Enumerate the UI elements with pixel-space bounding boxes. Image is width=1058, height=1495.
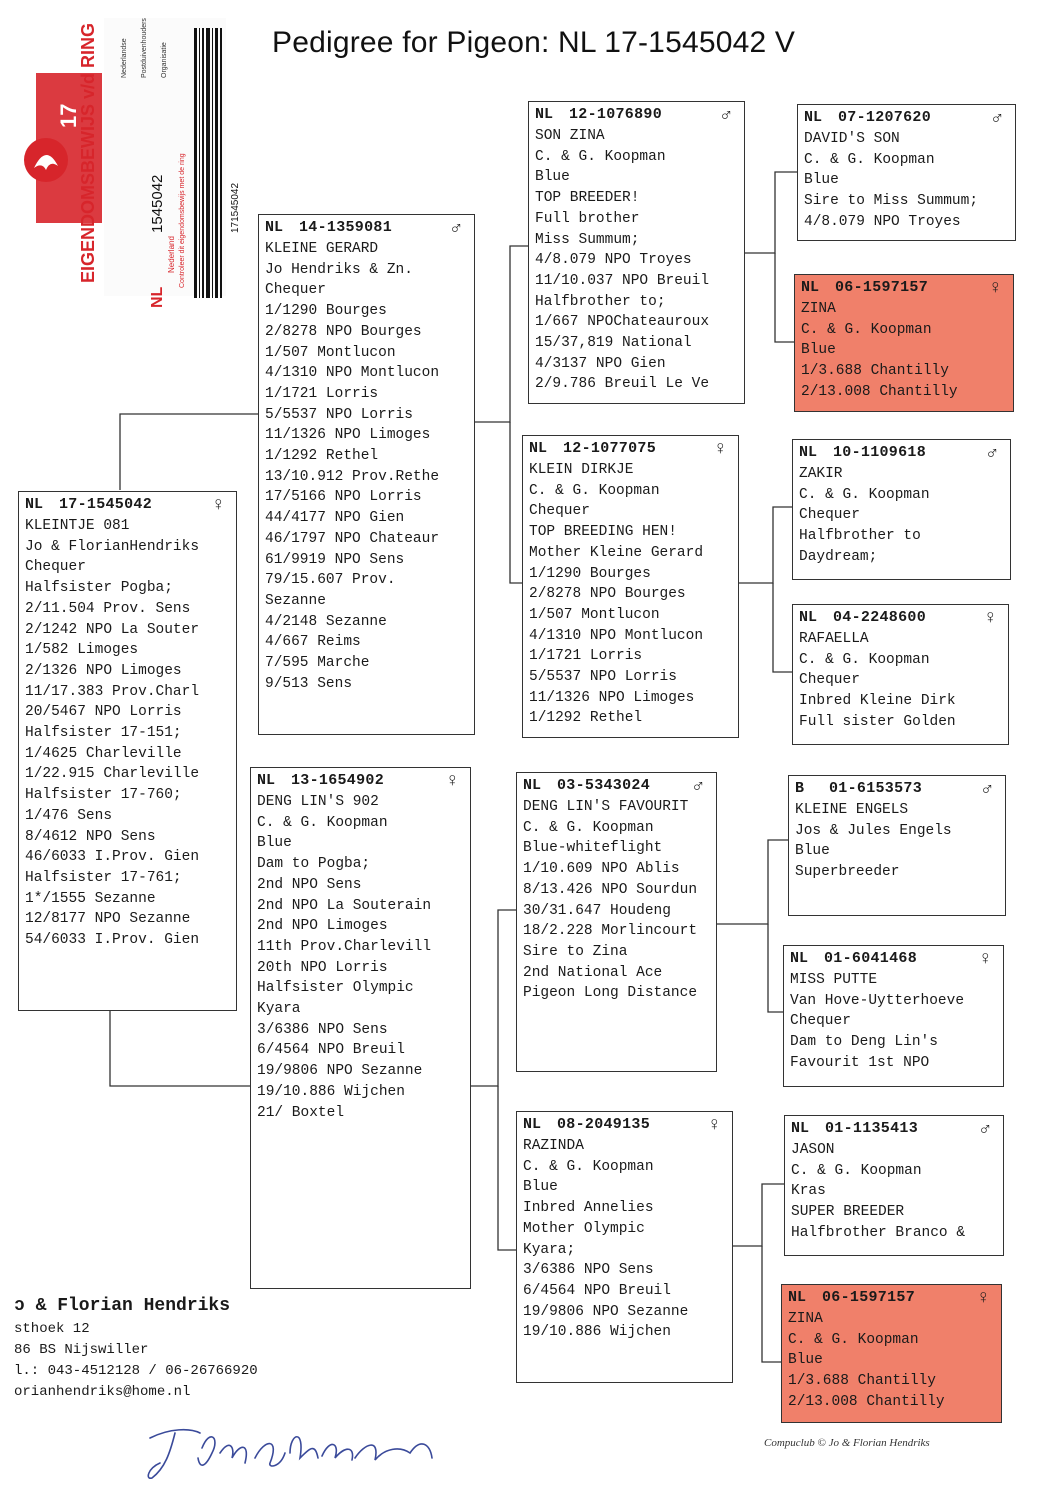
pigeon-info-line: Sire to Zina — [523, 943, 628, 960]
ring-number: 12-1076890 — [569, 105, 663, 123]
pigeon-info-line: Jo & FlorianHendriks — [25, 538, 200, 555]
pigeon-info-line: C. & G. Koopman — [523, 819, 654, 836]
female-symbol-icon: ♀ — [979, 947, 991, 970]
pigeon-name: DENG LIN'S FAVOURIT — [523, 799, 689, 815]
pigeon-info-line: 2/8278 NPO Bourges — [265, 323, 422, 340]
ring-number: 14-1359081 — [299, 218, 393, 236]
pigeon-info-line: Kyara; — [523, 1241, 576, 1258]
pigeon-sire-sire-dam — [794, 274, 1014, 412]
pigeon-name: KLEINTJE 081 — [25, 518, 130, 534]
copyright-footer: Compuclub © Jo & Florian Hendriks — [764, 1437, 930, 1449]
pigeon-header — [535, 104, 738, 126]
pigeon-name: SON ZINA — [535, 128, 605, 144]
pigeon-info-line: Dam to Pogba; — [257, 856, 371, 873]
signature — [140, 1408, 440, 1493]
pigeon-info-line: 1/582 Limoges — [25, 642, 139, 659]
pigeon-header — [265, 217, 468, 239]
pigeon-info-line: 1/507 Montlucon — [265, 344, 396, 361]
pigeon-info-line: 8/13.426 NPO Sourdun — [523, 881, 698, 898]
ring-number: 13-1654902 — [291, 771, 385, 789]
pigeon-info-line: 2/13.008 Chantilly — [788, 1393, 945, 1410]
pigeon-info-line: 46/1797 NPO Chateaur — [265, 530, 440, 547]
pigeon-header — [529, 438, 732, 460]
ring-card-country: NL — [149, 286, 166, 308]
pigeon-info-line: 2/1242 NPO La Souter — [25, 621, 200, 638]
pigeon-info-line: Halfsister 17-151; — [25, 725, 182, 742]
pigeon-info-line: C. & G. Koopman — [529, 482, 660, 499]
country-code: NL — [801, 278, 820, 296]
pigeon-sire-sire — [528, 101, 745, 404]
pigeon-info-line: 2/13.008 Chantilly — [801, 383, 958, 400]
female-symbol-icon: ♀ — [977, 1286, 989, 1309]
female-symbol-icon: ♀ — [446, 769, 458, 792]
pigeon-info-line: Mother Olympic — [523, 1220, 645, 1237]
pigeon-info-line: Blue — [801, 342, 836, 359]
pigeon-info-line: 11/1326 NPO Limoges — [265, 427, 431, 444]
ring-number: 12-1077075 — [563, 439, 657, 457]
breeder-name: ɔ & Florian Hendriks — [14, 1296, 231, 1316]
pigeon-info-line: Chequer — [25, 559, 86, 576]
pigeon-name: JASON — [791, 1142, 835, 1158]
pigeon-info-line: 4/1310 NPO Montlucon — [529, 627, 704, 644]
pigeon-info-line: Sezanne — [265, 592, 326, 609]
pigeon-info-line: Mother Kleine Gerard — [529, 544, 704, 561]
pigeon-info-line: Halfbrother to; — [535, 293, 666, 310]
pigeon-info-line: 19/10.886 Wijchen — [257, 1083, 405, 1100]
country-code: NL — [523, 776, 542, 794]
pigeon-info-line: SUPER BREEDER — [791, 1204, 905, 1221]
pigeon-info-line: Full brother — [535, 210, 640, 227]
pigeon-info-line: C. & G. Koopman — [804, 151, 935, 168]
pigeon-info-line: 1/667 NPOChateauroux — [535, 314, 710, 331]
pigeon-name: ZINA — [788, 1311, 823, 1327]
pigeon-header — [799, 442, 1004, 464]
pigeon-info-line: 9/513 Sens — [265, 675, 353, 692]
pigeon-info-line: Miss Summum; — [535, 231, 640, 248]
pigeon-info-line: 11/17.383 Prov.Charl — [25, 683, 200, 700]
pigeon-info-line: Daydream; — [799, 548, 878, 565]
pigeon-info-line: C. & G. Koopman — [791, 1162, 922, 1179]
pigeon-name: ZINA — [801, 301, 836, 317]
ring-card-label: EIGENDOMSBEWIJS v/d RING — [78, 22, 98, 283]
pigeon-sire — [258, 214, 475, 735]
pigeon-header — [801, 277, 1007, 299]
pigeon-info-line: 1/1721 Lorris — [265, 385, 379, 402]
pigeon-info-line: 1/3.688 Chantilly — [788, 1373, 936, 1390]
pigeon-main — [18, 491, 237, 1011]
male-symbol-icon: ♂ — [720, 103, 732, 126]
pigeon-info-line: Kras — [791, 1183, 826, 1200]
pigeon-name: RAZINDA — [523, 1138, 584, 1154]
pigeon-info-line: 19/10.886 Wijchen — [523, 1324, 671, 1341]
ring-number: 01-1135413 — [825, 1119, 919, 1137]
ring-card-org-1: Nederlandse — [121, 38, 128, 78]
pigeon-name: MISS PUTTE — [790, 972, 878, 988]
pigeon-sire-dam — [522, 435, 739, 738]
pigeon-info-line: 20th NPO Lorris — [257, 959, 388, 976]
pigeon-info-line: 2/1326 NPO Limoges — [25, 662, 182, 679]
country-code: NL — [25, 495, 44, 513]
ring-number: 01-6041468 — [824, 949, 918, 967]
pigeon-info-line: TOP BREEDER! — [535, 190, 640, 207]
country-code: NL — [788, 1288, 807, 1306]
pigeon-info-line: Inbred Kleine Dirk — [799, 693, 956, 710]
ring-number: 01-6153573 — [829, 779, 923, 797]
pigeon-header — [523, 1114, 726, 1136]
pigeon-info-line: Blue — [257, 835, 292, 852]
male-symbol-icon: ♂ — [979, 1117, 991, 1140]
pigeon-info-line: 1/1292 Rethel — [265, 448, 379, 465]
pigeon-info-line: C. & G. Koopman — [799, 651, 930, 668]
pigeon-info-line: Halfsister 17-760; — [25, 787, 182, 804]
pigeon-sire-dam-sire — [792, 439, 1011, 580]
pigeon-info-line: Dam to Deng Lin's — [790, 1034, 938, 1051]
pigeon-info-line: 3/6386 NPO Sens — [523, 1262, 654, 1279]
pigeon-info-line: 2/9.786 Breuil Le Ve — [535, 376, 710, 393]
pigeon-info-line: 1/1290 Bourges — [529, 565, 651, 582]
pigeon-dam — [250, 767, 471, 1289]
ring-number: 07-1207620 — [838, 108, 932, 126]
pigeon-info-line: Pigeon Long Distance — [523, 985, 698, 1002]
pigeon-header — [788, 1287, 995, 1309]
pigeon-info-line: 4/8.079 NPO Troyes — [535, 252, 692, 269]
pigeon-info-line: 12/8177 NPO Sezanne — [25, 911, 191, 928]
pigeon-header — [25, 494, 230, 516]
ring-card-org-2: Postduivenhouders — [141, 18, 148, 78]
pigeon-info-line: Jos & Jules Engels — [795, 822, 952, 839]
pigeon-info-line: 30/31.647 Houdeng — [523, 902, 671, 919]
female-symbol-icon: ♀ — [984, 606, 996, 629]
pigeon-info-line: 18/2.228 Morlincourt — [523, 923, 698, 940]
pigeon-info-line: 44/4177 NPO Gien — [265, 510, 405, 527]
breeder-street: sthoek 12 — [14, 1321, 90, 1337]
pigeon-info-line: 20/5467 NPO Lorris — [25, 704, 182, 721]
pigeon-info-line: Blue — [535, 169, 570, 186]
ring-card-year-left: 20 — [56, 245, 81, 270]
pigeon-info-line: 4/8.079 NPO Troyes — [804, 213, 961, 230]
pigeon-info-line: 2/8278 NPO Bourges — [529, 586, 686, 603]
pigeon-info-line: 4/1310 NPO Montlucon — [265, 365, 440, 382]
pigeon-name: KLEINE GERARD — [265, 241, 379, 257]
pigeon-info-line: 11th Prov.Charlevill — [257, 938, 432, 955]
pigeon-info-line: Halfsister Olympic — [257, 980, 414, 997]
pigeon-info-line: 21/ Boxtel — [257, 1104, 345, 1121]
male-symbol-icon: ♂ — [450, 216, 462, 239]
country-code: NL — [529, 439, 548, 457]
pigeon-sire-dam-dam — [792, 604, 1009, 745]
pigeon-info-line: Chequer — [529, 503, 590, 520]
pigeon-info-line: Blue — [788, 1352, 823, 1369]
female-symbol-icon: ♀ — [708, 1113, 720, 1136]
pigeon-dam-sire — [516, 772, 717, 1072]
pigeon-info-line: Halfsister Pogba; — [25, 580, 173, 597]
country-code: NL — [523, 1115, 542, 1133]
pigeon-info-line: Halfsister 17-761; — [25, 869, 182, 886]
pigeon-info-line: Kyara — [257, 1001, 301, 1018]
pigeon-header — [799, 607, 1002, 629]
pigeon-info-line: 13/10.912 Prov.Rethe — [265, 468, 440, 485]
pigeon-info-line: 54/6033 I.Prov. Gien — [25, 932, 200, 949]
pigeon-info-line: Favourit 1st NPO — [790, 1054, 930, 1071]
country-code: NL — [257, 771, 276, 789]
female-symbol-icon: ♀ — [212, 493, 224, 516]
pigeon-info-line: Chequer — [799, 507, 860, 524]
pigeon-info-line: 61/9919 NPO Sens — [265, 551, 405, 568]
pigeon-info-line: TOP BREEDING HEN! — [529, 524, 677, 541]
pigeon-dam-dam-dam — [781, 1284, 1002, 1423]
ring-card-nederland: Nederland — [167, 236, 176, 273]
pigeon-name: DAVID'S SON — [804, 131, 900, 147]
pigeon-info-line: 1/1290 Bourges — [265, 303, 387, 320]
country-code: NL — [535, 105, 554, 123]
pigeon-info-line: 2nd National Ace — [523, 964, 663, 981]
pigeon-header — [523, 775, 710, 797]
pigeon-dam-sire-sire — [788, 775, 1006, 916]
ring-number: 17-1545042 — [59, 495, 153, 513]
pigeon-info-line: Blue — [795, 843, 830, 860]
pigeon-info-line: 1/4625 Charleville — [25, 745, 182, 762]
ring-number: 10-1109618 — [833, 443, 927, 461]
pigeon-info-line: 15/37,819 National — [535, 335, 692, 352]
pigeon-info-line: 2nd NPO Sens — [257, 876, 362, 893]
breeder-email: orianhendriks@home.nl — [14, 1384, 191, 1400]
female-symbol-icon: ♀ — [714, 437, 726, 460]
pigeon-info-line: Blue-whiteflight — [523, 840, 663, 857]
pigeon-info-line: Sire to Miss Summum; — [804, 193, 979, 210]
pigeon-header — [804, 107, 1009, 129]
ring-card-small-text: Controleer dit eigendomsbewijs met de ring — [179, 153, 186, 288]
pigeon-info-line: Halfbrother to — [799, 528, 921, 545]
ring-card-barcode-text: 171545042 — [230, 182, 241, 233]
pigeon-info-line: 7/595 Marche — [265, 655, 370, 672]
country-code: NL — [799, 608, 818, 626]
male-symbol-icon: ♂ — [991, 106, 1003, 129]
pigeon-info-line: 17/5166 NPO Lorris — [265, 489, 422, 506]
pigeon-info-line: 1*/1555 Sezanne — [25, 890, 156, 907]
pigeon-info-line: 5/5537 NPO Lorris — [265, 406, 413, 423]
ring-card-org-3: Organisatie — [161, 42, 168, 78]
pigeon-info-line: Chequer — [790, 1013, 851, 1030]
pigeon-info-line: Halfbrother Branco & — [791, 1224, 966, 1241]
pigeon-info-line: C. & G. Koopman — [523, 1158, 654, 1175]
pigeon-name: KLEINE ENGELS — [795, 802, 909, 818]
pigeon-info-line: 2/11.504 Prov. Sens — [25, 600, 191, 617]
pigeon-dam-dam — [516, 1111, 733, 1383]
pigeon-dam-dam-sire — [784, 1115, 1004, 1256]
pigeon-info-line: C. & G. Koopman — [799, 486, 930, 503]
pigeon-name: ZAKIR — [799, 466, 843, 482]
female-symbol-icon: ♀ — [989, 276, 1001, 299]
pigeon-info-line: 1/22.915 Charleville — [25, 766, 200, 783]
breeder-city: 86 BS Nijswiller — [14, 1342, 149, 1358]
country-code: NL — [791, 1119, 810, 1137]
country-code: NL — [790, 949, 809, 967]
male-symbol-icon: ♂ — [981, 777, 993, 800]
pigeon-info-line: Van Hove-Uytterhoeve — [790, 992, 965, 1009]
pigeon-info-line: C. & G. Koopman — [788, 1331, 919, 1348]
pigeon-info-line: Jo Hendriks & Zn. — [265, 261, 413, 278]
pigeon-name: RAFAELLA — [799, 631, 869, 647]
pigeon-info-line: 1/507 Montlucon — [529, 606, 660, 623]
pigeon-info-line: 2nd NPO La Souterain — [257, 897, 432, 914]
pigeon-header — [790, 948, 997, 970]
pigeon-info-line: 19/9806 NPO Sezanne — [257, 1063, 423, 1080]
pigeon-info-line: 1/10.609 NPO Ablis — [523, 861, 680, 878]
pigeon-info-line: 1/1721 Lorris — [529, 648, 643, 665]
pigeon-info-line: 19/9806 NPO Sezanne — [523, 1303, 689, 1320]
pigeon-info-line: C. & G. Koopman — [257, 814, 388, 831]
country-code: NL — [804, 108, 823, 126]
pigeon-info-line: Superbreeder — [795, 864, 900, 881]
ring-number: 06-1597157 — [835, 278, 929, 296]
country-code: B — [795, 779, 805, 797]
pigeon-name: KLEIN DIRKJE — [529, 462, 634, 478]
country-code: NL — [265, 218, 284, 236]
pigeon-info-line: 4/2148 Sezanne — [265, 613, 387, 630]
ring-card-number: 1545042 — [149, 174, 166, 233]
page-title: Pedigree for Pigeon: NL 17-1545042 V — [272, 26, 796, 59]
pigeon-dam-sire-dam — [783, 945, 1004, 1087]
pigeon-info-line: Chequer — [265, 282, 326, 299]
pigeon-info-line: Inbred Annelies — [523, 1200, 654, 1217]
ring-number: 03-5343024 — [557, 776, 651, 794]
pigeon-info-line: 2nd NPO Limoges — [257, 918, 388, 935]
country-code: NL — [799, 443, 818, 461]
pigeon-header — [795, 778, 999, 800]
pigeon-info-line: 11/1326 NPO Limoges — [529, 689, 695, 706]
ring-number: 04-2248600 — [833, 608, 927, 626]
breeder-phone: l.: 043-4512128 / 06-26766920 — [14, 1363, 258, 1379]
pigeon-info-line: 46/6033 I.Prov. Gien — [25, 849, 200, 866]
male-symbol-icon: ♂ — [692, 774, 704, 797]
ring-card-year-right: 17 — [56, 103, 81, 128]
pigeon-info-line: 11/10.037 NPO Breuil — [535, 272, 710, 289]
pigeon-info-line: 1/476 Sens — [25, 807, 113, 824]
pigeon-info-line: 4/3137 NPO Gien — [535, 355, 666, 372]
pigeon-info-line: 8/4612 NPO Sens — [25, 828, 156, 845]
pigeon-info-line: Chequer — [799, 672, 860, 689]
pigeon-info-line: Blue — [523, 1179, 558, 1196]
pigeon-info-line: 5/5537 NPO Lorris — [529, 669, 677, 686]
ring-number: 08-2049135 — [557, 1115, 651, 1133]
pigeon-info-line: 6/4564 NPO Breuil — [257, 1042, 405, 1059]
pigeon-name: DENG LIN'S 902 — [257, 794, 379, 810]
pigeon-info-line: C. & G. Koopman — [535, 148, 666, 165]
pigeon-info-line: 3/6386 NPO Sens — [257, 1021, 388, 1038]
pigeon-header — [257, 770, 464, 792]
pigeon-info-line: Full sister Golden — [799, 713, 956, 730]
breeder-address — [14, 1296, 258, 1403]
pigeon-info-line: 79/15.607 Prov. — [265, 572, 396, 589]
pigeon-header — [791, 1118, 997, 1140]
pigeon-info-line: 1/1292 Rethel — [529, 710, 643, 727]
male-symbol-icon: ♂ — [986, 441, 998, 464]
pigeon-info-line: 6/4564 NPO Breuil — [523, 1282, 671, 1299]
pigeon-info-line: 4/667 Reims — [265, 634, 361, 651]
pigeon-sire-sire-sire — [797, 104, 1016, 241]
pigeon-info-line: 1/3.688 Chantilly — [801, 363, 949, 380]
pigeon-info-line: C. & G. Koopman — [801, 321, 932, 338]
ring-number: 06-1597157 — [822, 1288, 916, 1306]
pigeon-info-line: Blue — [804, 172, 839, 189]
